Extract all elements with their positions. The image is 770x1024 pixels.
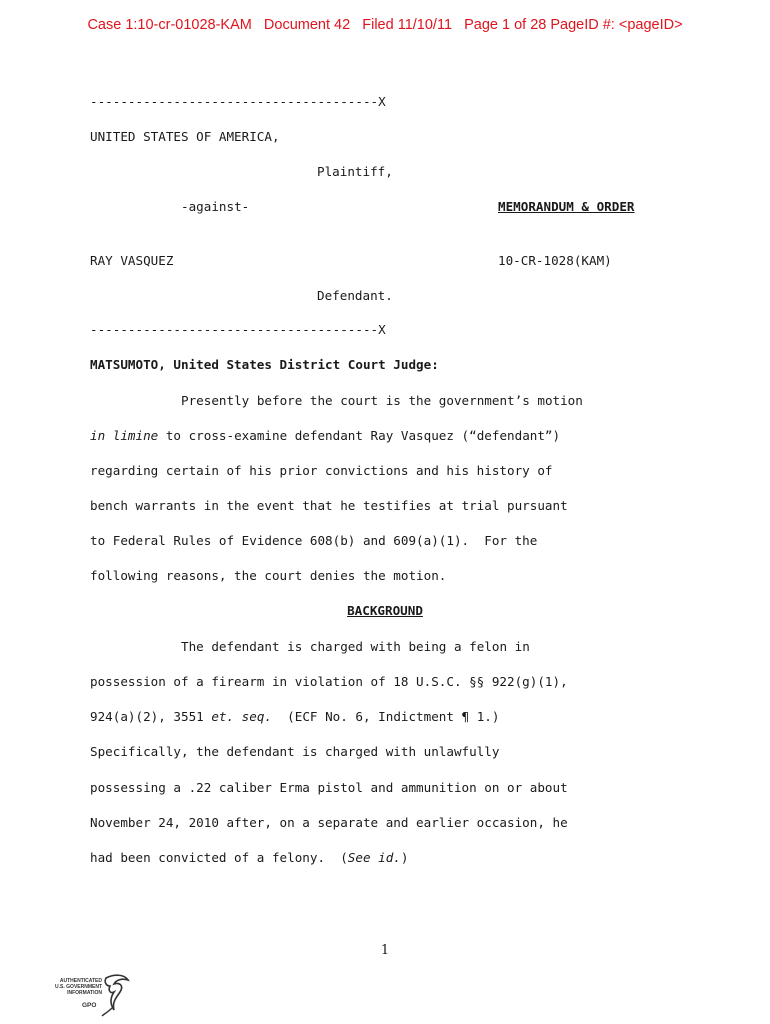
page-number: 1 (380, 943, 390, 958)
italic-term: See id. (347, 850, 401, 865)
case-header: Case 1:10-cr-01028-KAM Document 42 Filed 11/10/11 Page 1 of 28 PageID #: <pageID> (87, 17, 683, 33)
italic-term: et. seq. (211, 709, 272, 724)
gpo-authentication-logo (44, 972, 134, 1018)
logo-line: AUTHENTICATED (59, 978, 102, 984)
body-line: Specifically, the defendant is charged with unlawfully (90, 744, 500, 759)
body-line: Presently before the court is the government’s motion (181, 393, 583, 408)
body-line: bench warrants in the event that he testifies at trial pursuant (90, 498, 568, 513)
body-text: (ECF No. 6, Indictment ¶ 1.) (272, 709, 500, 724)
case-number: 10-CR-1028(KAM) (498, 253, 612, 268)
logo-text (44, 978, 102, 996)
caption-rule-top: --------------------------------------X (90, 94, 386, 109)
body-line: possessing a .22 caliber Erma pistol and ammunition on or about (90, 780, 568, 795)
body-text: ) (400, 850, 409, 865)
defendant-role: Defendant. (317, 288, 393, 303)
body-line (90, 709, 499, 725)
body-text: had been convicted of a felony. ( (90, 850, 348, 865)
document-title: MEMORANDUM & ORDER (498, 199, 635, 214)
body-line: following reasons, the court denies the motion. (90, 568, 447, 583)
against-label: -against- (181, 199, 250, 214)
body-line: November 24, 2010 after, on a separate and earlier occasion, he (90, 815, 568, 830)
judge-line: MATSUMOTO, United States District Court Judge: (90, 357, 439, 372)
logo-line: INFORMATION (67, 990, 102, 996)
body-line: regarding certain of his prior convictions and his history of (90, 463, 553, 478)
body-line: to Federal Rules of Evidence 608(b) and 609(a)(1). For the (90, 533, 538, 548)
plaintiff-name: UNITED STATES OF AMERICA, (90, 129, 280, 144)
body-text: to cross-examine defendant Ray Vasquez (“defendant”) (158, 428, 561, 443)
defendant-name: RAY VASQUEZ (90, 253, 174, 268)
caption-rule-bottom: --------------------------------------X (90, 322, 386, 337)
logo-line: U.S. GOVERNMENT (55, 984, 102, 990)
body-line (90, 850, 408, 866)
body-text: 924(a)(2), 3551 (90, 709, 212, 724)
section-heading: BACKGROUND (347, 603, 423, 618)
logo-gpo-label: GPO (82, 1002, 97, 1009)
plaintiff-role: Plaintiff, (317, 164, 393, 179)
italic-term: in limine (90, 428, 159, 443)
eagle-icon (100, 972, 132, 1018)
body-line: The defendant is charged with being a felon in (181, 639, 530, 654)
body-line: possession of a firearm in violation of 18 U.S.C. §§ 922(g)(1), (90, 674, 568, 689)
body-line (90, 428, 560, 444)
